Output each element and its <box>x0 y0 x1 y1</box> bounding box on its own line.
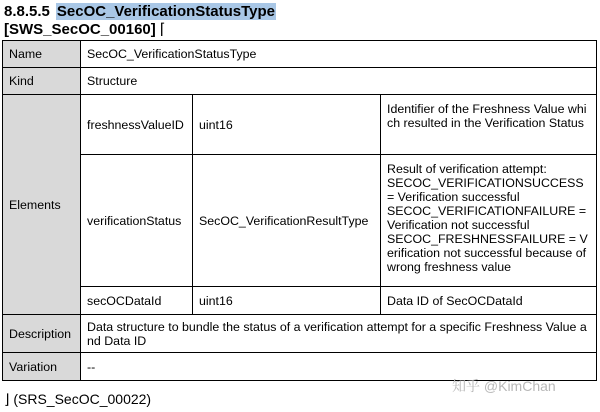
element-row <box>3 95 597 155</box>
requirement-open-bracket: ⌈ <box>159 21 166 38</box>
requirement-id: [SWS_SecOC_00160] <box>4 21 156 38</box>
element-name: freshnessValueID <box>81 95 193 155</box>
element-description: Identifier of the Freshness Value which resulted in the Verification Status <box>381 95 597 155</box>
kind-label: Kind <box>3 68 81 95</box>
description-value: Data structure to bundle the status of a verification attempt for a specific Freshness Value and Data ID <box>81 315 597 353</box>
element-row <box>3 155 597 287</box>
requirement-id-line <box>4 21 166 39</box>
element-description: Data ID of SecOCDataId <box>381 287 597 315</box>
section-number: 8.8.5.5 <box>4 3 50 20</box>
element-name: verificationStatus <box>81 155 193 287</box>
kind-value: Structure <box>81 68 597 95</box>
description-label: Description <box>3 315 81 353</box>
element-row <box>3 287 597 315</box>
element-type: SecOC_VerificationResultType <box>193 155 381 287</box>
description-line: SECOC_VERIFICATIONSUCCESS = Verification successful <box>387 176 584 204</box>
element-type: uint16 <box>193 287 381 315</box>
section-heading <box>4 3 276 21</box>
name-label: Name <box>3 41 81 68</box>
element-type: uint16 <box>193 95 381 155</box>
watermark-text: 知乎 @KimChan <box>452 378 556 394</box>
variation-label: Variation <box>3 353 81 381</box>
description-line: SECOC_VERIFICATIONFAILURE = Verification not successful <box>387 204 587 232</box>
description-line: SECOC_FRESHNESSFAILURE = Verification not successful because of wrong freshness value <box>387 232 588 274</box>
element-name: secOCDataId <box>81 287 193 315</box>
variation-value: -- <box>81 353 597 381</box>
type-spec-table <box>2 40 597 381</box>
requirement-trace: ⌋ (SRS_SecOC_00022) <box>4 391 152 407</box>
table-row-kind <box>3 68 597 95</box>
name-value: SecOC_VerificationStatusType <box>81 41 597 68</box>
section-title: SecOC_VerificationStatusType <box>56 3 276 20</box>
elements-label: Elements <box>3 95 81 315</box>
table-row-description <box>3 315 597 353</box>
description-line: Result of verification attempt: <box>387 162 547 176</box>
table-row-name <box>3 41 597 68</box>
element-description <box>381 155 597 287</box>
